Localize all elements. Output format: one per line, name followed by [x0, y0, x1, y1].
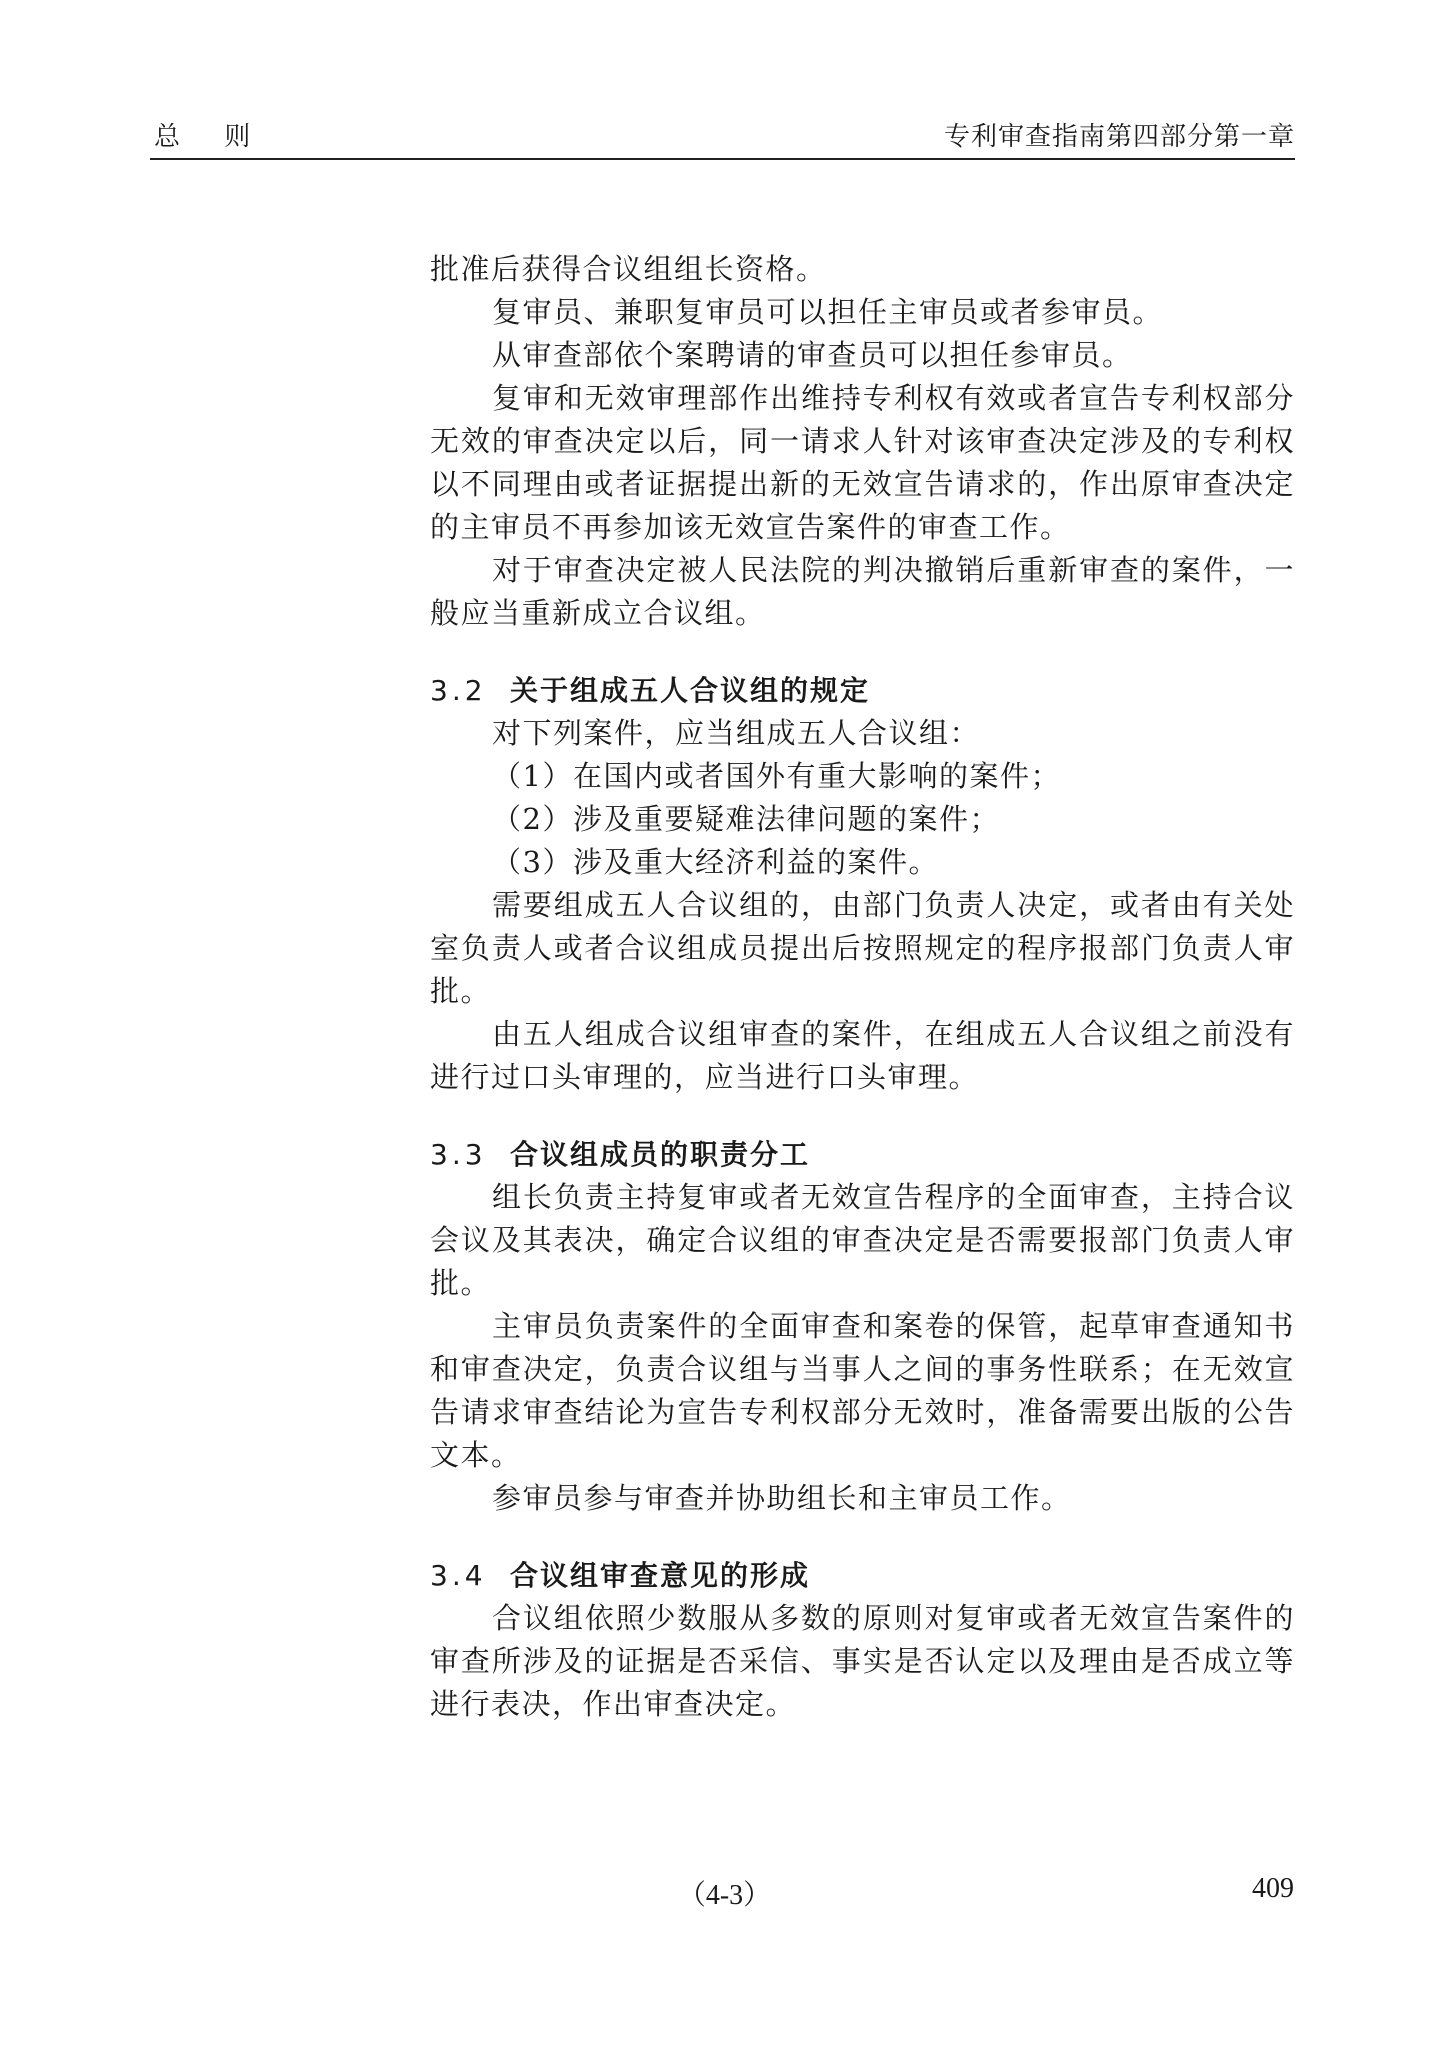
- paragraph: 组长负责主持复审或者无效宣告程序的全面审查，主持合议会议及其表决，确定合议组的审查决定是否需要报部门负责人审批。: [430, 1180, 1295, 1300]
- paragraph: 主审员负责案件的全面审查和案卷的保管，起草审查通知书和审查决定，负责合议组与当事人之间的事务性联系；在无效宣告请求审查结论为宣告专利权部分无效时，准备需要出版的公告文本。: [430, 1309, 1295, 1472]
- paragraph: 由五人组成合议组审查的案件，在组成五人合议组之前没有进行过口头审理的，应当进行口头审理。: [430, 1017, 1295, 1094]
- paragraph: 复审和无效审理部作出维持专利权有效或者宣告专利权部分无效的审查决定以后，同一请求人针对该审查决定涉及的专利权以不同理由或者证据提出新的无效宣告请求的，作出原审查决定的主审员不再参加该无效宣告案件的审查工作。: [430, 381, 1295, 544]
- paragraph: 复审员、兼职复审员可以担任主审员或者参审员。: [492, 295, 1164, 329]
- paragraph: 批准后获得合议组组长资格。: [430, 252, 827, 286]
- paragraph: 从审查部依个案聘请的审查员可以担任参审员。: [492, 338, 1133, 372]
- paragraph: 需要组成五人合议组的，由部门负责人决定，或者由有关处室负责人或者合议组成员提出后按照规定的程序报部门负责人审批。: [430, 888, 1295, 1008]
- section-heading-3-3: [430, 1133, 1295, 1176]
- paragraph: 对于审查决定被人民法院的判决撤销后重新审查的案件，一般应当重新成立合议组。: [430, 553, 1295, 630]
- running-header: [150, 112, 1295, 160]
- part-chapter-code: （4-3）: [677, 1880, 772, 1911]
- list-item: （3）涉及重大经济利益的案件。: [492, 845, 939, 879]
- section-heading-3-4: [430, 1554, 1295, 1597]
- chapter-label: 总 则: [154, 122, 269, 152]
- section-number: 3.3: [430, 1138, 487, 1171]
- paragraph: 参审员参与审查并协助组长和主审员工作。: [492, 1481, 1072, 1515]
- section-number: 3.2: [430, 674, 487, 707]
- section-title: 合议组成员的职责分工: [510, 1138, 811, 1171]
- section-heading-3-2: [430, 669, 1295, 712]
- page-number: 409: [1252, 1873, 1294, 1904]
- guide-title: 专利审查指南第四部分第一章: [943, 122, 1295, 152]
- list-item: （1）在国内或者国外有重大影响的案件；: [492, 759, 1061, 793]
- list-item: （2）涉及重要疑难法律问题的案件；: [492, 802, 1000, 836]
- section-title: 合议组审查意见的形成: [510, 1559, 811, 1592]
- section-title: 关于组成五人合议组的规定: [510, 674, 871, 707]
- paragraph: 对下列案件，应当组成五人合议组：: [492, 716, 981, 750]
- paragraph: 合议组依照少数服从多数的原则对复审或者无效宣告案件的审查所涉及的证据是否采信、事实是否认定以及理由是否成立等进行表决，作出审查决定。: [430, 1601, 1295, 1721]
- page-body: [430, 248, 1295, 1726]
- section-number: 3.4: [430, 1559, 487, 1592]
